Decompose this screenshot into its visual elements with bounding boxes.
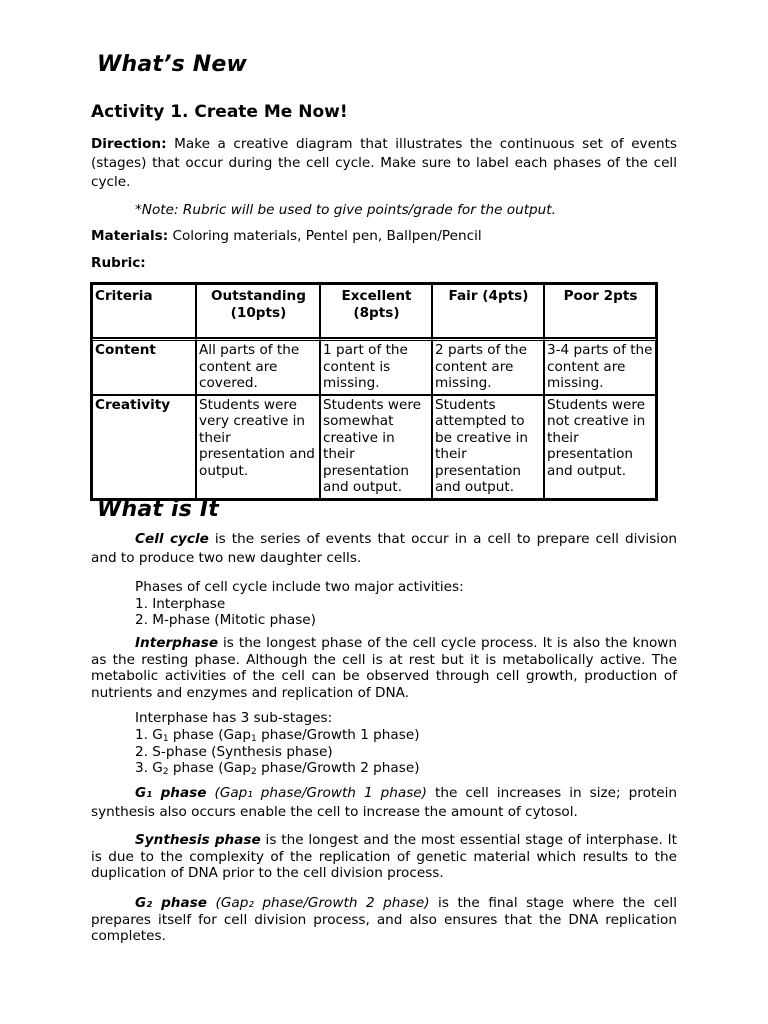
rubric-table bbox=[90, 282, 658, 501]
materials-line bbox=[91, 228, 482, 245]
cell-cycle-term: Cell cycle bbox=[135, 531, 209, 547]
phases-intro: Phases of cell cycle include two major activities: bbox=[135, 579, 464, 595]
rubric-cell: 1 part of the content is missing. bbox=[320, 338, 432, 395]
rubric-cell: Students were very creative in their presentation and output. bbox=[196, 395, 320, 499]
g1-term: G₁ phase bbox=[135, 785, 207, 801]
direction-text: Make a creative diagram that illustrates the continuous set of events (stages) that occur during the cell cycle. Make sure to label each phases of the cell cycle. bbox=[91, 136, 677, 190]
interphase-paragraph bbox=[91, 635, 677, 701]
cell-cycle-text: is the series of events that occur in a cell to prepare cell division and to produce two new daughter cells. bbox=[91, 531, 677, 566]
direction-paragraph bbox=[91, 135, 677, 192]
substage-list-item: 1. $G_1$ phase (Gap$_1$ phase/Growth 1 phase) bbox=[135, 727, 420, 744]
phase-list-item: 1. Interphase bbox=[135, 596, 226, 612]
g2-text: is the final stage where the cell prepares itself for cell division process, and also ensures that the DNA replication completes. bbox=[91, 895, 677, 944]
cell-cycle-paragraph bbox=[91, 530, 677, 568]
section-heading-whats-new: What’s New bbox=[97, 52, 248, 77]
phase-list-item: 2. M-phase (Mitotic phase) bbox=[135, 612, 316, 628]
rubric-cell: Students were not creative in their presentation and output. bbox=[544, 395, 656, 499]
rubric-header-cell: Outstanding (10pts) bbox=[196, 284, 320, 338]
synthesis-term: Synthesis phase bbox=[135, 832, 261, 848]
g2-parenthetical: (Gap₂ phase/Growth 2 phase) bbox=[215, 895, 430, 911]
substage-list-item: 2. S-phase (Synthesis phase) bbox=[135, 744, 333, 760]
synthesis-text: is the longest and the most essential stage of interphase. It is due to the complexity of the replication of genetic material which results to the duplication of DNA prior to the cell division process. bbox=[91, 832, 677, 881]
rubric-row-creativity bbox=[92, 395, 656, 499]
activity-title: Activity 1. Create Me Now! bbox=[91, 102, 348, 122]
rubric-cell: Students attempted to be creative in their presentation and output. bbox=[432, 395, 544, 499]
rubric-cell: All parts of the content are covered. bbox=[196, 338, 320, 395]
synthesis-paragraph bbox=[91, 832, 677, 882]
g1-text: the cell increases in size; protein synthesis also occurs enable the cell to increase the amount of cytosol. bbox=[91, 785, 677, 820]
direction-label: Direction: bbox=[91, 136, 167, 152]
materials-label: Materials: bbox=[91, 228, 169, 244]
rubric-header-cell: Excellent (8pts) bbox=[320, 284, 432, 338]
rubric-note: *Note: Rubric will be used to give points/grade for the output. bbox=[135, 202, 556, 218]
g1-parenthetical: (Gap₁ phase/Growth 1 phase) bbox=[214, 785, 427, 801]
rubric-header-row bbox=[92, 284, 656, 338]
rubric-label: Rubric: bbox=[91, 255, 146, 271]
substage-list-item: 3. $G_2$ phase (Gap$_2$ phase/Growth 2 phase) bbox=[135, 760, 420, 777]
rubric-cell: 3-4 parts of the content are missing. bbox=[544, 338, 656, 395]
rubric-criteria-cell: Creativity bbox=[92, 395, 196, 499]
rubric-cell: 2 parts of the content are missing. bbox=[432, 338, 544, 395]
materials-text: Coloring materials, Pentel pen, Ballpen/Pencil bbox=[168, 228, 482, 244]
rubric-cell: Students were somewhat creative in their presentation and output. bbox=[320, 395, 432, 499]
rubric-criteria-cell: Content bbox=[92, 338, 196, 395]
g1-paragraph bbox=[91, 784, 677, 821]
interphase-text: is the longest phase of the cell cycle process. It is also the known as the resting phase. Although the cell is at rest but it is metabolically active. The metabolic activities of the cell can be observed through cell growth, production of nutrients and enzymes and replication of DNA. bbox=[91, 635, 677, 701]
substages-intro: Interphase has 3 sub-stages: bbox=[135, 710, 333, 726]
rubric-header-cell: Criteria bbox=[92, 284, 196, 338]
g2-paragraph bbox=[91, 895, 677, 945]
rubric-header-cell: Poor 2pts bbox=[544, 284, 656, 338]
interphase-term: Interphase bbox=[135, 635, 219, 651]
rubric-header-cell: Fair (4pts) bbox=[432, 284, 544, 338]
g2-term: G₂ phase bbox=[135, 895, 207, 911]
rubric-row-content bbox=[92, 338, 656, 395]
section-heading-what-is-it: What is It bbox=[97, 497, 219, 522]
